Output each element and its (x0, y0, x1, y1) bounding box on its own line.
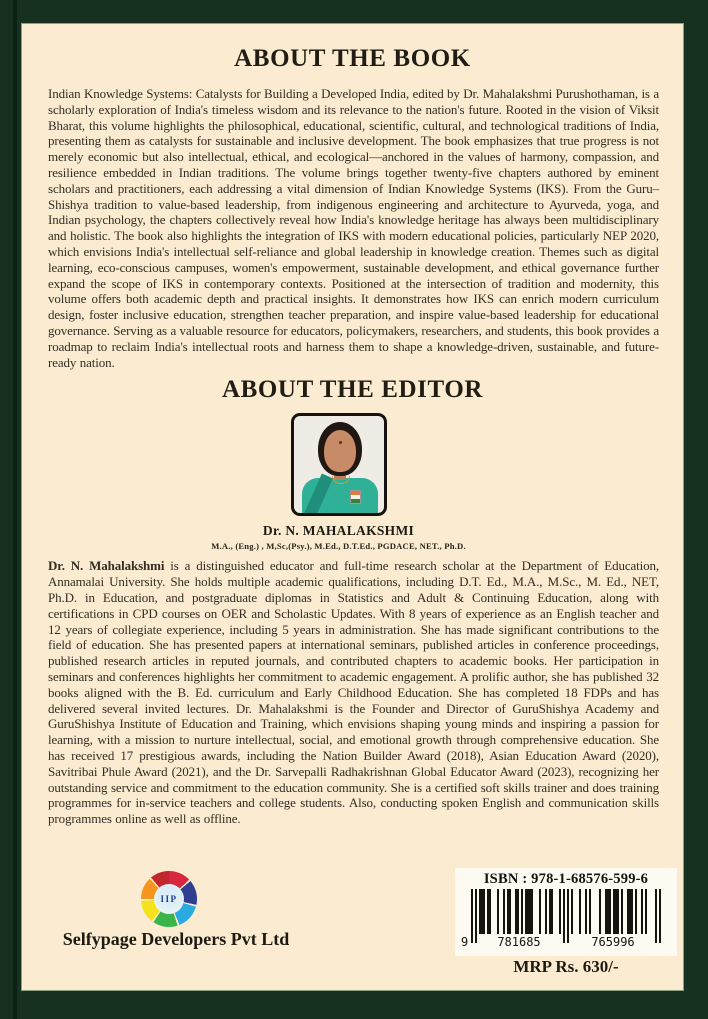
editor-photo-face (324, 430, 356, 472)
isbn-box (455, 868, 677, 956)
flag-badge-icon (350, 490, 361, 504)
editor-photo-bindi (339, 441, 342, 444)
isbn-label: ISBN : 978-1-68576-599-6 (483, 871, 649, 887)
svg-text:781685: 781685 (497, 935, 541, 949)
svg-text:9: 9 (461, 935, 469, 949)
cover-panel (22, 24, 683, 990)
about-book-text: Indian Knowledge Systems: Catalysts for Building a Developed India, edited by Dr. Mahalakshmi Purushothaman, is a scholarly exploration of India's timeless wisdom and its relevance to the nation's future. Rooted in the vision of Viksit Bharat, this volume highlights the philosophical, educational, scientific, cultural, and technological traditions of India, presenting them as catalysts for sustainable and inclusive development. The book emphasizes that true progress is not merely economic but also intellectual, ethical, and ecological—anchored in the values of harmony, compassion, and resilience embedded in Indian traditions. The volume brings together twenty-five chapters authored by eminent scholars and practitioners, each addressing a vital dimension of Indian Knowledge Systems (IKS). From the Guru–Shishya tradition to value-based leadership, from indigenous engineering and architecture to Ayurveda, yoga, and Indian psychology, the chapters collectively reveal how India's knowledge heritage has always been multidisciplinary and holistic. The book also highlights the integration of IKS with modern educational policies, particularly NEP 2020, which envisions India's intellectual self-reliance and global leadership in knowledge creation. Themes such as digital learning, eco-conscious campuses, women's empowerment, sustainable development, and ethical governance further expand the scope of IKS in contemporary contexts. Positioned at the intersection of tradition and modernity, this volume offers both academic depth and practical insights. It demonstrates how IKS can enrich modern curriculum design, foster inclusive education, strengthen teacher preparation, and inspire value-based leadership for educational governance. Serving as a valuable resource for educators, policymakers, researchers, and students, this book provides a roadmap to reclaim India's intellectual roots and harness them to shape a knowledge-driven, sustainable, and future-ready nation. (48, 86, 659, 370)
mrp-label: MRP Rs. 630/- (513, 957, 619, 976)
about-book-heading: ABOUT THE BOOK (234, 45, 471, 72)
publisher-logo-icon (141, 871, 197, 927)
publisher-logo-text: IIP (154, 884, 184, 914)
editor-photo (291, 413, 387, 516)
editor-bio-rest: is a distinguished educator and full-time research scholar at the Department of Education, Annamalai University. She holds multiple academic qualifications, including D.T. Ed., M.A., M.Sc., M. Ed., NET, Ph.D. in Education, and postgraduate diplomas in Statistics and Adult & Continuing Education, along with certifications in CPD courses on OER and Scholastic Updates. With 8 years of experience as an English teacher and 12 years of collegiate experience, including 5 years in administration. She has made significant contributions to the field of education. She has presented papers at international seminars, published articles in conference proceedings, published research articles in reputed journals, and contributed chapters to academic books. Her participation in seminars and conferences highlights her commitment to academic engagement. A prolific author, she has published 32 books aligned with the B. Ed. curriculum and Early Childhood Education. She has completed 18 FDPs and has delivered several invited lectures. Dr. Mahalakshmi is the Founder and Director of GuruShishya Academy and GuruShishya Institute of Education and Training, which envisions shaping young minds and inspiring a passion for learning, with a mission to nurture intellectual, social, and emotional growth through comprehensive education. She has received 17 prestigious awards, including the Nation Builder Award (2018), Asian Education Award (2020), Savitribai Phule Award (2021), and the Dr. Sarvepalli Radhakrishnan Global Educator Award (2023), recognizing her outstanding service and commitment to the education community. She is a certified soft skills trainer and does training programmes for in-service teachers and college students. Also, conducting spoken English and communication skills programmes online as well as offline. (48, 558, 660, 827)
publisher-name: Selfypage Developers Pvt Ltd (62, 929, 290, 949)
editor-qualifications: M.A., (Eng.) , M,Sc,(Psy.), M.Ed., D.T.Ed., PGDACE, NET., Ph.D. (211, 541, 466, 552)
about-editor-heading: ABOUT THE EDITOR (221, 376, 484, 404)
svg-text:765996: 765996 (591, 935, 635, 949)
editor-bio-lead: Dr. N. Mahalakshmi (48, 558, 165, 574)
editor-name: Dr. N. MAHALAKSHMI (262, 523, 415, 539)
editor-block (8, 413, 669, 551)
barcode (460, 889, 672, 949)
editor-bio-text (48, 558, 659, 827)
